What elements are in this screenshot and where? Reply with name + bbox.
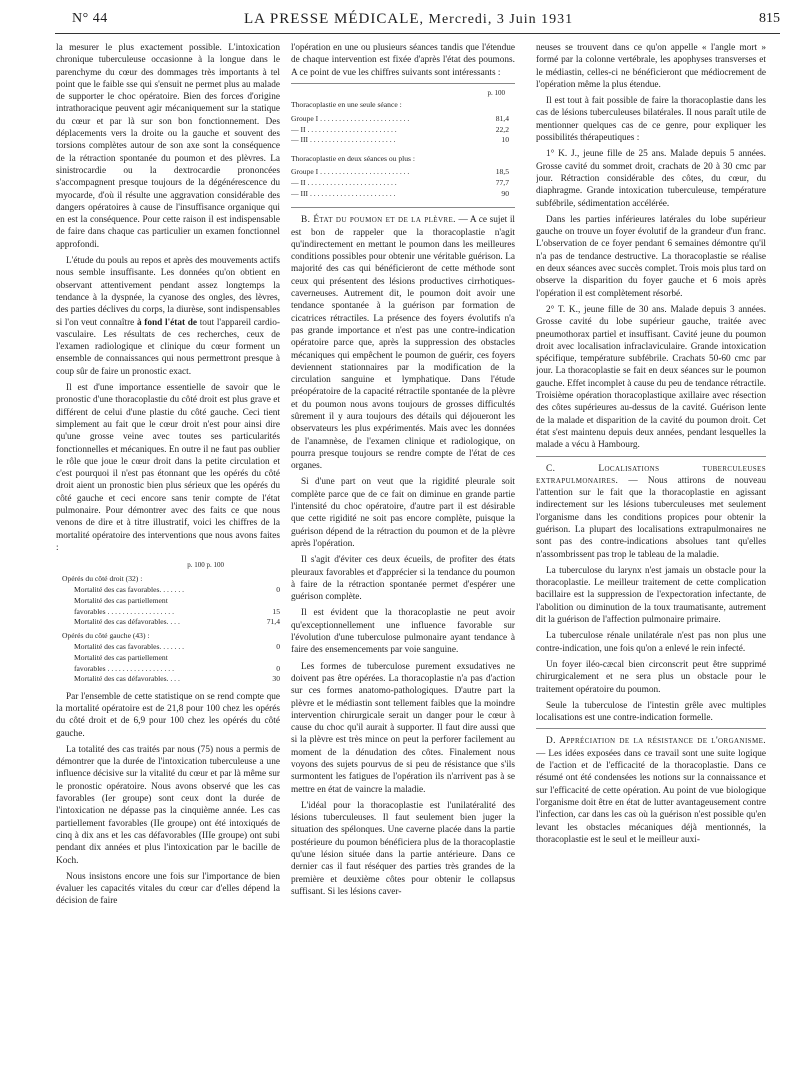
paragraph: Nous insistons encore une fois sur l'importance de bien évaluer les capacités vitales du cœur car d'elles dépend la décision de faire — [56, 871, 280, 907]
table-row — [62, 642, 280, 653]
column-3 — [536, 42, 766, 1072]
row-label: — II . . . . . . . . . . . . . . . . . . . . . . . . — [291, 178, 397, 188]
table-group-heading: Opérés du côté droit (32) : — [62, 573, 143, 583]
header-rule — [55, 33, 780, 34]
paragraph: La tuberculose rénale unilatérale n'est pas non plus une contre-indication, une fois qu'on a enlevé le rein infecté. — [536, 631, 766, 654]
row-label: Mortalité des cas partiellement — [74, 595, 168, 605]
paragraph: Les formes de tuberculose purement exsudatives ne doivent pas être opérées. La thoracoplastie n'a pas d'action sur ces formes anatomo-pathologiques. D'autre part la plèvre et le médiastin sont tellement faibles que la moindre intervention chirurgicale serait un danger pour le cœur à cause du choc qu'il aurait à supporter. Il faut dire aussi que si la plèvre est très mince on peut la perforer facilement au moment de la dénudation des côtes. Finalement nous voyons des sujets pourvus de si peu de résistance que s'ils surmontent les fatigues de l'opération ils n'arrivent pas à se mettre en état de vaincre la maladie. — [291, 661, 515, 795]
emphasis: à fond l'état de — [136, 317, 198, 328]
mortality-table — [62, 560, 280, 685]
paragraph: La totalité des cas traités par nous (75) nous a permis de démontrer que la durée de l'intoxication tuberculeuse a une influence décisive sur la vitalité du cœur et par là même sur le pronostic opératoire. Nous avons observé que les cas favorables (Ier groupe) sont ceux dont la durée de l'intoxication ne dépasse pas la cinquième année. Les cas partiellement favorables (IIe groupe) ont été intoxiqués de cinq à dix ans et les cas défavorables (IIIe groupe) ont subi pendant dix années et plus l'intoxication par le bacille de Koch. — [56, 744, 280, 866]
section-divider — [536, 456, 766, 457]
section-divider — [536, 728, 766, 729]
text: — Les idées exposées dans ce travail sont une suite logique de l'action et de l'efficacité de la thoracoplastie. Dans ce résumé ont été condensées les notions sur la connaissance et sur l'efficacité de cette opération. Au point de vue biologique l'organisme doit être en état de lutter avantageusement contre l'infection, car dans les cas où la guérison n'est possible qu'en levant les obstacles mécaniques déjà mentionnés, la thoracoplastie est le seul et le meilleur auxi- — [536, 748, 766, 845]
text: — Nous attirons de nouveau l'attention sur le fait que la thoracoplastie en agissant indirectement sur les lésions tuberculeuses met seulement l'organisme dans les conditions propices pour obtenir la guérison. La plupart des localisations extrapulmonaires ne sont pas des contre-indications absolues tant qu'elles n'assombrissent pas trop le tableau de la maladie. — [536, 475, 766, 560]
table-row — [291, 167, 515, 178]
row-value: 18,5 — [495, 167, 509, 177]
issue-number: N° 44 — [72, 11, 108, 26]
text: L'étude du pouls au repos et après des mouvements actifs nous semble insuffisante. Les données qu'on obtient en observant attentivement pendant assez longtemps la tendance à la dyspnée, la cyanose des ongles, des lèvres, des parties déclives du corps, la diurèse, sont indispensables si l'on veut connaître — [56, 256, 280, 328]
paragraph: L'idéal pour la thoracoplastie est l'unilatéralité des lésions tuberculeuses. Il faut seulement bien juger la situation des spélonques. Une caverne placée dans la partie postérieure du poumon bénéficiera plus de la thoracoplastie qu'une lésion située dans la partie antérieure. Dans ce dernier cas il faut réséquer des parties très grandes de la première et deuxième côtes pour obtenir le collapsus suffisant. Si les lésions caver- — [291, 800, 515, 897]
table-row — [291, 135, 515, 146]
row-label: — II . . . . . . . . . . . . . . . . . . . . . . . . — [291, 124, 397, 134]
paragraph: Il s'agit d'éviter ces deux écueils, de profiter des états pleuraux favorables et d'apprécier si la tendance du poumon à faire de la rétraction spontanée permet d'espérer une guérison complète. — [291, 555, 515, 603]
page-number: 815 — [759, 11, 780, 26]
row-label: favorables . . . . . . . . . . . . . . . . . . — [74, 663, 174, 673]
row-label: — III . . . . . . . . . . . . . . . . . . . . . . . — [291, 188, 396, 198]
paragraph: la mesurer le plus exactement possible. L'intoxication chronique tuberculeuse occasionne à la longue dans le parenchyme du cœur des dommages très importants à tel point que le faible sse qui s'ensuit ne permet plus au malade de supporter le choc opératoire. Bien des forces d'origine intrathoracique peuvent agir mécaniquement sur la statique du cœur et par là sur son bon fonctionnement. Des déplacements vers la droite ou la gauche et souvent des torsions complètes autour de son axe sont la conséquence de la rétraction spontanée du poumon et des plèvres. La sinistrocardie ou la dextrocardie prononcées s'accompagnent presque toujours de la dégénérescence du myocarde, d'où il résulte une aggravation considérable des dangers opératoires à cause de l'insuffisance organique qui en est la conséquence. Pour cette raison il est indispensable de faire dans chaque cas particulier un examen fonctionnel approfondi. — [56, 43, 280, 250]
table-row — [62, 596, 280, 607]
row-label: Groupe I . . . . . . . . . . . . . . . . . . . . . . . . — [291, 167, 410, 177]
section-paragraph — [536, 735, 766, 846]
paragraph: Il est d'une importance essentielle de savoir que le pronostic d'une thoracoplastie du côté droit est plus grave et différent de celui d'une plastie du côté gauche. Ceci tient simplement au fait que le cœur droit n'est pour ainsi dire qu'une grosse veine avec toutes ses particularités fonctionnelles et mécaniques. En outre il ne faut pas oublier le rôle que joue le cœur droit dans la petite circulation et c'est pourquoi il n'est pas étonnant que les opérés du côté droit aient un pronostic bien plus sérieux que les opérés du côté gauche et ceci encore sans tenir compte de l'état pulmonaire. Pour démontrer avec des faits ce que nous venons de dire et à titre illustratif, voici les chiffres de la mortalité opératoire des interventions que nous avons faites : — [56, 383, 280, 553]
table-row — [62, 653, 280, 664]
row-label: Mortalité des cas défavorables. . . . — [74, 617, 180, 627]
row-label: favorables . . . . . . . . . . . . . . . . . . — [74, 606, 174, 616]
row-value: 10 — [501, 135, 509, 145]
paragraph: Il est tout à fait possible de faire la thoracoplastie dans les cas de lésions tuberculeuses bilatérales. Il nous paraît utile de mentionner quelques cas de ce genre, pour expliquer les possibilités thérapeutiques : — [536, 96, 766, 144]
table-unit: p. 100 p. 100 — [187, 561, 224, 570]
column-1 — [56, 42, 280, 1072]
section-paragraph — [536, 463, 766, 561]
text: — A ce sujet il est bon de rappeler que la thoracoplastie n'agit qu'indirectement en mettant le poumon dans les meilleures conditions possibles pour obtenir une véritable guérison. La majorité des cas qui bénéficieront de cette méthode sont ceux qui présentent des lésions productives cirrhotiques-caverneuses. Autrement dit, le poumon doit avoir une tendance spontanée à la guérison par formation de cicatrices rétractiles. La présence des foyers évolutifs n'a pas grande importance et n'est pas une contre-indication opératoire parce que, après la suppression des obstacles mécaniques qui empêchent le poumon de guérir, ces foyers deviennent stationnaires par la modification de la circulation sanguine et lymphatique. Dans l'étude préopératoire de la capacité rétractile spontanée de la plèvre et du poumon nous avons toujours de grosses difficultés sûrement il y aura toujours des détails qui déjoueront les observateurs les plus expérimentés. Mais avec les données de l'anamnèse, de l'examen clinique et radiologique, on pourra presque toujours se rendre compte de l'état de ces organes. — [291, 215, 515, 472]
row-value: 0 — [276, 663, 280, 673]
table-caption: Thoracoplastie en une seule séance : — [291, 100, 402, 110]
paragraph: Si d'une part on veut que la rigidité pleurale soit complète parce que de ce fait on diminue en grande partie l'intensité du choc opératoire, d'autre part il est désirable que cette rigidité ne soit pas encore complète, puisque la guérison dépend de la rétraction du poumon et de la plèvre après l'opération. — [291, 477, 515, 549]
table-row — [62, 585, 280, 596]
row-label: Mortalité des cas favorables. . . . . . . — [74, 585, 185, 595]
row-value: 90 — [501, 188, 509, 198]
row-value: 30 — [272, 674, 280, 684]
row-label: — III . . . . . . . . . . . . . . . . . . . . . . . — [291, 135, 396, 145]
paragraph: l'opération en une ou plusieurs séances tandis que l'étendue de chaque intervention est fixée d'après l'état des poumons. A ce point de vue les chiffres suivants sont intéressants : — [291, 43, 515, 78]
row-label: Mortalité des cas partiellement — [74, 652, 168, 662]
paragraph: Dans les parties inférieures latérales du lobe supérieur gauche on trouve un foyer évolutif de la grandeur d'un franc. L'observation de ce foyer pendant 6 semaines démontre qu'il n'a pas de tendance destructive. La thoracoplastie se réalise en deux séances avec succès complet. Trois mois plus tard on observe la disparition du foyer gauche et 6 mois après l'opération il est complètement résorbé. — [536, 214, 766, 299]
table-row — [291, 125, 515, 136]
table-row — [291, 114, 515, 125]
table-row — [62, 607, 280, 618]
column-2 — [291, 42, 515, 1072]
row-value: 15 — [272, 606, 280, 616]
row-label: Mortalité des cas favorables. . . . . . . — [74, 642, 185, 652]
table-row — [291, 189, 515, 200]
table-group-heading: Opérés du côté gauche (43) : — [62, 630, 150, 640]
section-heading: B. État du poumon et de la plèvre. — [301, 215, 456, 226]
row-label: Mortalité des cas défavorables. . . . — [74, 674, 180, 684]
paragraph: La tuberculose du larynx n'est jamais un obstacle pour la thoracoplastie. Le meilleur traitement de cette complication bacillaire est la suppression de l'expectoration infectante, de l'abolition ou diminution de la toux traumatisante, autrement dit la guérison de l'affection pulmonaire primaire. — [536, 565, 766, 626]
text: tout l'appareil cardio-vasculaire. Les résultats de ces recherches, ceux de l'examen radiologique et clinique du cœur forment un ensemble de connaissances qui nous permettront presque à coup sûr de faire un pronostic exact. — [56, 317, 280, 377]
section-heading: D. Appréciation de la résistance de l'organisme. — [546, 736, 766, 747]
table-divider — [291, 207, 515, 208]
paragraph: Par l'ensemble de cette statistique on se rend compte que la mortalité opératoire est de 21,8 pour 100 chez les opérés du côté droit et de 6,9 pour 100 chez les opérés du côté gauche. — [56, 691, 280, 739]
table-row — [62, 664, 280, 675]
journal-title: LA PRESSE MÉDICALE — [244, 11, 420, 27]
paragraph: Un foyer iléo-cæcal bien circonscrit peut être supprimé chirurgicalement et ne sera plus un obstacle pour le traitement opératoire du poumon. — [536, 659, 766, 695]
paragraph: 1° K. J., jeune fille de 25 ans. Malade depuis 5 années. Grosse cavité du sommet droit, crachats de 20 à 30 cmc par jour. Rétraction considérable des côtes, du cœur, du diaphragme. Grande intoxication tuberculeuse, température subfébrile, sédimentation accélérée. — [536, 149, 766, 209]
table-row — [62, 617, 280, 628]
page-header — [72, 6, 780, 32]
table-row — [291, 178, 515, 189]
paragraph: Il est évident que la thoracoplastie ne peut avoir qu'exceptionnellement une influence favorable sur l'évolution d'une tuberculose pulmonaire ayant tendance à faire des ensemencements par voie sanguine. — [291, 608, 515, 656]
table-unit: p. 100 — [487, 88, 505, 97]
row-value: 0 — [276, 642, 280, 652]
row-value: 0 — [276, 585, 280, 595]
section-heading: C. Localisations tuberculeuses extrapulmonaires. — [536, 463, 766, 486]
paragraph: neuses se trouvent dans ce qu'on appelle « l'angle mort » formé par la colonne vertébrale, les apophyses transverses et le médiastin, celles-ci ne bénéficieront que médiocrement de l'opération même la plus étendue. — [536, 43, 766, 90]
section-paragraph — [291, 214, 515, 472]
row-value: 81,4 — [495, 114, 509, 124]
row-value: 22,2 — [495, 124, 509, 134]
journal-title-date — [244, 6, 573, 33]
paragraph: Seule la tuberculose de l'intestin grêle avec multiples localisations est une contre-indication formelle. — [536, 700, 766, 724]
row-label: Groupe I . . . . . . . . . . . . . . . . . . . . . . . . — [291, 114, 410, 124]
table-caption: Thoracoplastie en deux séances ou plus : — [291, 153, 415, 163]
paragraph: 2° T. K., jeune fille de 30 ans. Malade depuis 3 années. Grosse cavité du lobe supérieur gauche, traitée avec pneumothorax partiel et insuffisant. Cavité jeune du poumon droit avec localisation infraclaviculaire. Grande intoxication spécifique, température subfébrile. Crachats 50-60 cmc par jour. La thoracoplastie se fait en deux séances sur le poumon gauche. Effet incomplet à cause du peu de tendance rétractile. Troisième opération thoracoplastique axillaire avec résection des côtes supérieures au-dessus de la cavité. Guérison lente de la malade et disparition de la cavité du poumon droit. Cet état s'est maintenu depuis deux années, pendant lesquelles la malade a vécu à Hambourg. — [536, 304, 766, 451]
row-value: 71,4 — [266, 617, 280, 627]
thoracoplasty-table — [291, 83, 515, 199]
table-row — [62, 674, 280, 685]
row-value: 77,7 — [495, 178, 509, 188]
paragraph — [56, 255, 280, 378]
issue-date: , Mercredi, 3 Juin 1931 — [419, 12, 574, 27]
